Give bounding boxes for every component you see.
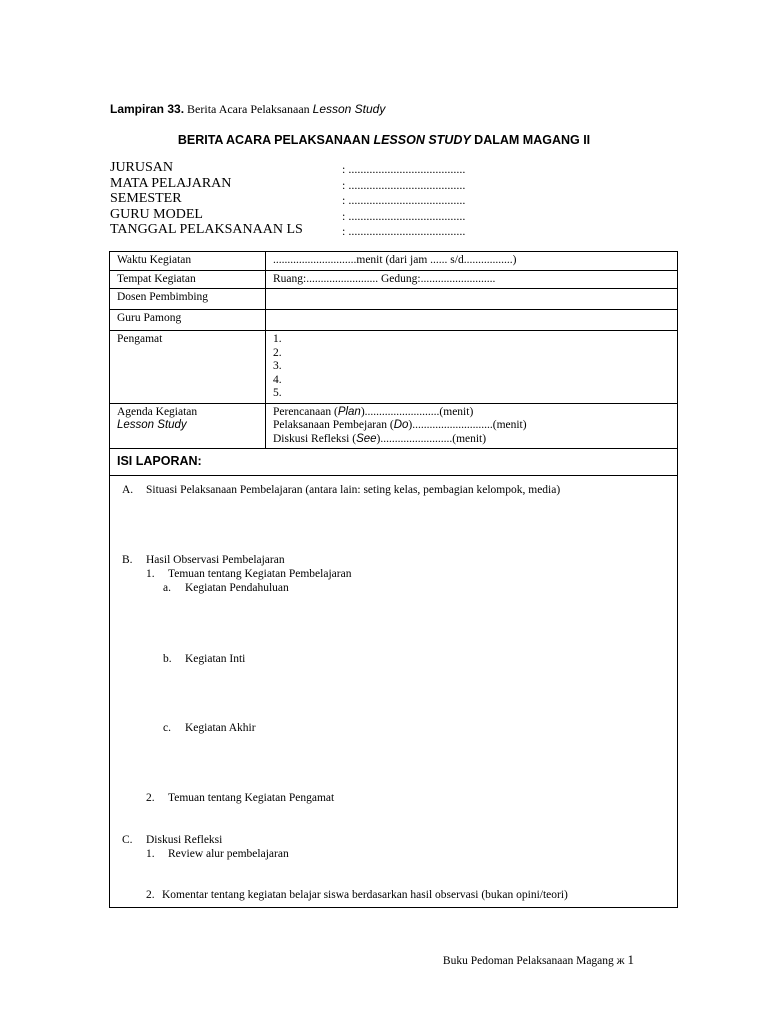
section-c-title: Diskusi Refleksi: [146, 834, 223, 846]
section-a-title: Situasi Pelaksanaan Pembelajaran (antara lain: seting kelas, pembagian kelompok, media): [146, 484, 561, 496]
field-mata-pelajaran-value: : .......................................: [342, 178, 466, 192]
isi-laporan-heading: ISI LAPORAN:: [117, 453, 202, 468]
agenda-line-see: [273, 433, 670, 447]
pengamat-item: 5.: [273, 387, 282, 399]
pengamat-item: 1.: [273, 333, 282, 345]
pengamat-list[interactable]: [266, 331, 678, 404]
title-part-2: LESSON STUDY: [373, 133, 471, 147]
row-guru-pamong: [110, 310, 678, 331]
item-bb: Kegiatan Inti: [185, 653, 246, 665]
tempat-label: Tempat Kegiatan: [110, 270, 266, 289]
title-part-1: BERITA ACARA PELAKSANAAN: [177, 133, 374, 147]
item-c1: Review alur pembelajaran: [168, 848, 289, 860]
agenda-plan-italic: Plan: [337, 405, 361, 418]
item-b2: Temuan tentang Kegiatan Pengamat: [168, 792, 335, 804]
marker-b1: 1.: [146, 568, 155, 580]
agenda-label-cell: [110, 403, 266, 449]
field-guru-model-value: : .......................................: [342, 209, 466, 223]
pengamat-item: 4.: [273, 373, 282, 386]
item-ba: Kegiatan Pendahuluan: [185, 582, 289, 594]
appendix-title: Berita Acara Pelaksanaan: [187, 102, 310, 116]
guru-pamong-value[interactable]: [266, 310, 678, 331]
appendix-label: Lampiran 33.: [110, 102, 185, 116]
marker-c: C.: [122, 834, 133, 846]
field-tanggal-label: TANGGAL PELAKSANAAN LS: [110, 222, 303, 237]
page-number: 1: [627, 952, 634, 967]
agenda-do-pre: Pelaksanaan Pembejaran (: [273, 419, 394, 431]
dosen-value[interactable]: [266, 289, 678, 310]
row-waktu: [110, 252, 678, 271]
row-isi-laporan: [110, 449, 678, 476]
marker-b2: 2.: [146, 792, 155, 804]
field-jurusan-value: : .......................................: [342, 162, 466, 176]
marker-bc: c.: [163, 722, 171, 734]
agenda-do-post: )............................(menit): [408, 419, 527, 431]
marker-c1: 1.: [146, 848, 155, 860]
waktu-label: Waktu Kegiatan: [110, 252, 266, 271]
agenda-plan-post: )..........................(menit): [360, 405, 474, 418]
row-agenda: [110, 403, 678, 449]
marker-bb: b.: [163, 653, 172, 665]
footer-text: Buku Pedoman Pelaksanaan Magang: [442, 955, 614, 967]
waktu-value[interactable]: .............................menit (dari jam ...... s/d.................): [266, 252, 678, 271]
field-jurusan-label: JURUSAN: [110, 160, 174, 175]
section-b-title: Hasil Observasi Pembelajaran: [146, 554, 285, 566]
item-c2: Komentar tentang kegiatan belajar siswa berdasarkan hasil observasi (bukan opini/teori): [162, 889, 568, 901]
pengamat-label: Pengamat: [110, 331, 266, 404]
tempat-value[interactable]: Ruang:......................... Gedung:..........................: [266, 270, 678, 289]
field-mata-pelajaran-label: MATA PELAJARAN: [110, 176, 232, 191]
agenda-label-italic: Lesson Study: [117, 419, 187, 431]
field-tanggal-value: : .......................................: [342, 224, 466, 238]
field-guru-model-label: GURU MODEL: [110, 207, 203, 222]
agenda-do-italic: Do: [393, 419, 409, 431]
appendix-heading: [110, 102, 385, 117]
agenda-lines[interactable]: [266, 403, 678, 449]
footer-ornament-icon: ж: [616, 955, 625, 967]
agenda-line-plan: [273, 406, 670, 420]
pengamat-item: 3.: [273, 360, 282, 372]
marker-b: B.: [122, 554, 133, 566]
item-bc: Kegiatan Akhir: [185, 722, 256, 734]
item-b1: Temuan tentang Kegiatan Pembelajaran: [168, 568, 352, 580]
field-semester-label: SEMESTER: [110, 191, 182, 206]
marker-a: A.: [122, 484, 134, 496]
agenda-see-pre: Diskusi Refleksi (: [273, 432, 357, 445]
page-footer: [443, 952, 634, 968]
pengamat-item: 2.: [273, 346, 282, 359]
agenda-plan-pre: Perencanaan (: [273, 405, 338, 418]
dosen-label: Dosen Pembimbing: [110, 289, 266, 310]
agenda-see-post: ).........................(menit): [376, 432, 487, 445]
guru-pamong-label: Guru Pamong: [110, 310, 266, 331]
row-pengamat: [110, 331, 678, 404]
row-tempat: [110, 270, 678, 289]
isi-laporan-cell: [110, 449, 678, 476]
field-semester-value: : .......................................: [342, 193, 466, 207]
agenda-label: Agenda Kegiatan: [117, 405, 198, 418]
agenda-line-do: [273, 419, 670, 433]
agenda-see-italic: See: [356, 432, 377, 445]
appendix-title-italic: Lesson Study: [312, 102, 386, 116]
marker-ba: a.: [163, 582, 171, 594]
marker-c2: 2.: [146, 889, 155, 901]
row-dosen: [110, 289, 678, 310]
title-part-3: DALAM MAGANG II: [470, 133, 591, 147]
document-title: [0, 133, 768, 147]
